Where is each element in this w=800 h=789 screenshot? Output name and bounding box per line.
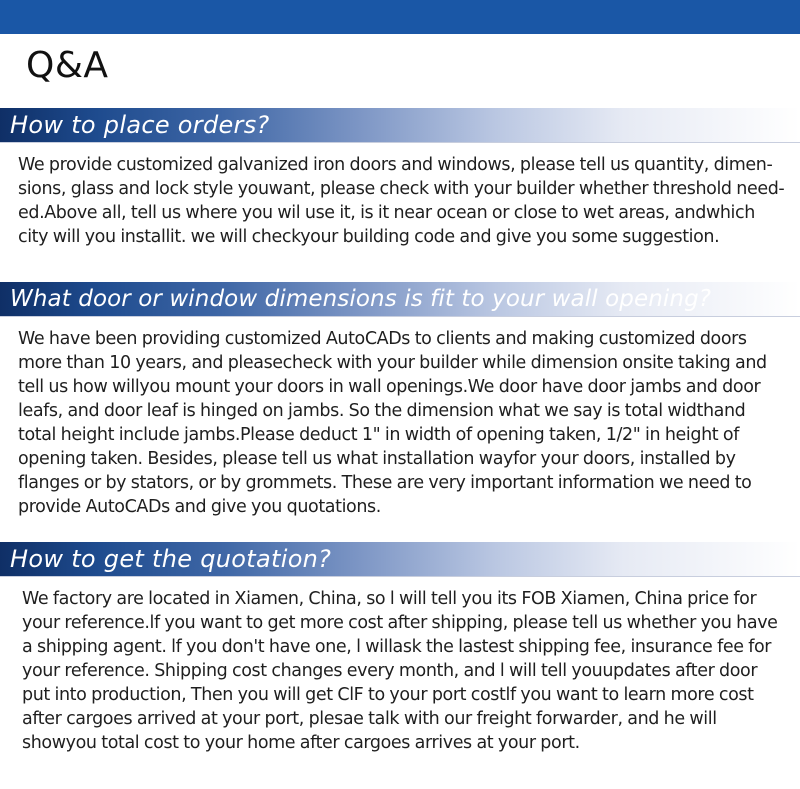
qa-section-quotation (0, 542, 800, 755)
question-heading: What door or window dimensions is fit to your wall opening? (10, 286, 712, 312)
answer-text: We factory are located in Xiamen, China, so l will tell you its FOB Xiamen, China price for your reference.lf you want to get more cost after shipping, please tell us whether you have a shipping agent. lf you don't have one, l willask the lastest shipping fee, insurance fee for your reference. Shipping cost changes every month, and l will tell youupdates after door put into production, Then you will get ClF to your port costlf you want to learn more cost after cargoes arrived at your port, plesae talk with our freight forwarder, and he will showyou total cost to your home after cargoes arrives at your port. (22, 589, 778, 753)
question-banner (0, 108, 800, 143)
question-banner (0, 542, 800, 577)
question-heading: How to place orders? (10, 111, 270, 139)
page-title: Q&A (26, 45, 109, 86)
qa-section-orders (0, 108, 800, 249)
top-bar (0, 0, 800, 34)
answer-text: We have been providing customized AutoCADs to clients and making customized doors more than 10 years, and pleasecheck with your builder while dimension onsite taking and tell us how willyou mount your doors in wall openings.We door have door jambs and door leafs, and door leaf is hinged on jambs. So the dimension what we say is total widthand total height include jambs.Please deduct 1" in width of opening taken, 1/2" in height of opening taken. Besides, please tell us what installation wayfor your doors, installed by flanges or by stators, or by grommets. These are very important information we need to provide AutoCADs and give you quotations. (18, 329, 767, 517)
question-heading: How to get the quotation? (10, 545, 332, 573)
question-banner (0, 282, 800, 317)
answer-text: We provide customized galvanized iron doors and windows, please tell us quantity, dimen-sions, glass and lock style youwant, please check with your builder whether threshold need-ed.Above all, tell us where you wil use it, is it near ocean or close to wet areas, andwhich city will you installit. we will checkyour building code and give you some suggestion. (18, 155, 785, 247)
qa-section-dimensions (0, 282, 800, 519)
